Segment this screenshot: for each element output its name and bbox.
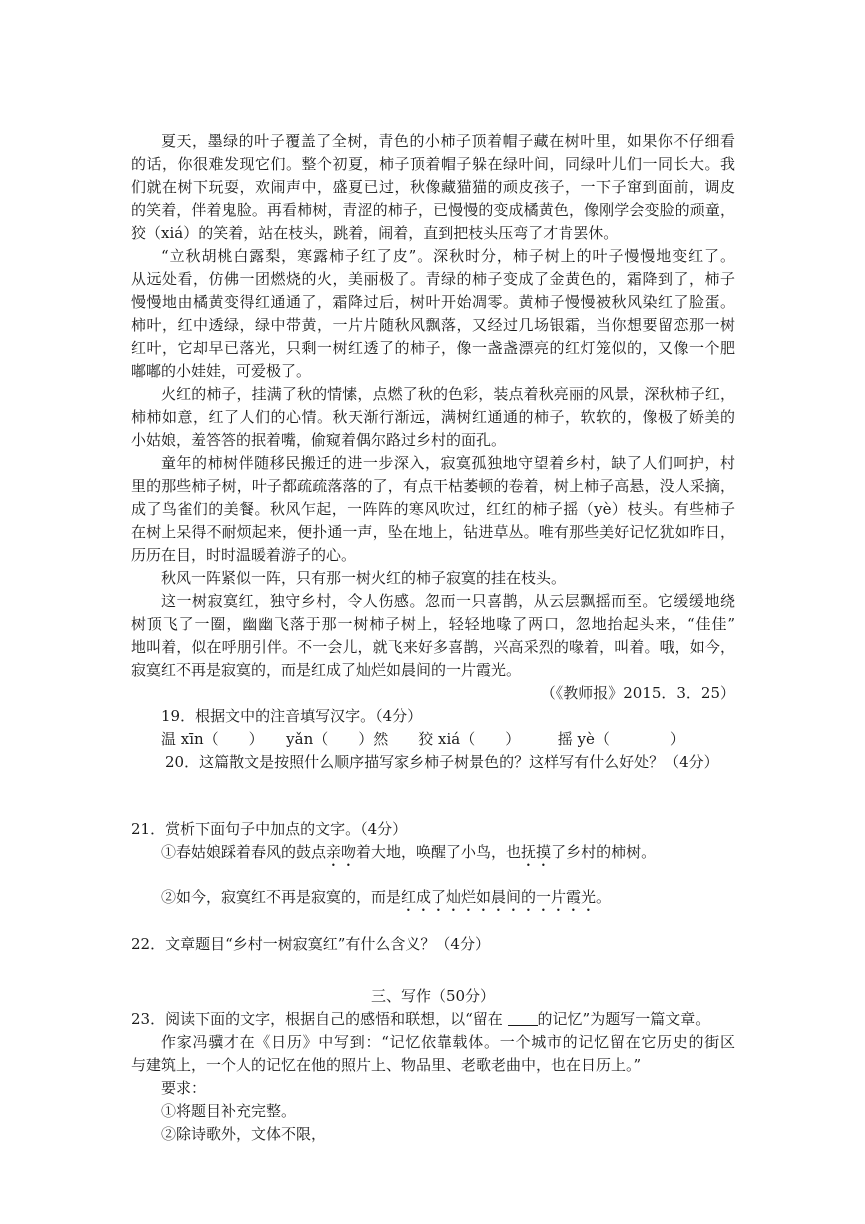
- p1-line-1: 夏天，墨绿的叶子覆盖了全树，青色的小柿子顶着帽子藏在树叶里，如果你不仔细看: [161, 132, 735, 150]
- p1-line-2: 的话，你很难发现它们。整个初夏，柿子顶着帽子躲在绿叶间，同绿叶儿们一同长大。我: [131, 155, 735, 173]
- q21-s2-text-b: 。: [596, 888, 612, 906]
- p2-line-5: 红叶，它却早已落光，只剩一树红透了的柿子，像一盏盏漂亮的红灯笼似的，又像一个肥: [131, 339, 735, 357]
- q21-s1-text-c: 了乡村的柿树。: [551, 843, 657, 861]
- q23-quote-line-2: 与建筑上，一个人的记忆在他的照片上、物品里、老歌老曲中，也在日历上。”: [131, 1056, 642, 1074]
- p6-line-3: 地叫着，似在呼朋引伴。不一会儿，就飞来好多喜鹊，兴高采烈的喙着，叫着。哦，如今，: [131, 638, 735, 656]
- q21-s1-text-a: ①春姑娘踩着春风的鼓点: [161, 843, 327, 861]
- p6-line-4: 寂寞红不再是寂寞的，而是红成了灿烂如晨间的一片霞光。: [131, 661, 522, 679]
- p5-line-1: 秋风一阵紧似一阵，只有那一树火红的柿子寂寞的挂在枝头。: [161, 569, 567, 587]
- article-source: （《教师报》2015．3．25）: [540, 684, 735, 702]
- p1-line-4: 的笑着，伴着鬼脸。再看柿树，青涩的柿子，已慢慢的变成橘黄色，像刚学会变脸的顽童，: [131, 201, 735, 219]
- q21-s2-text-a: ②如今，寂寞红不再是寂寞的，而是: [161, 888, 402, 906]
- p3-line-2: 柿柿如意，红了人们的心情。秋天渐行渐远，满树红通通的柿子，软软的，像极了娇美的: [131, 408, 735, 426]
- q23-requirement-2: ②除诗歌外，文体不限，: [161, 1125, 327, 1143]
- p6-line-2: 树顶飞了一圈，幽幽飞落于那一树柿子树上，轻轻地喙了两口，忽地抬起头来，“佳佳”: [131, 615, 735, 633]
- q21-sentence-1: [161, 841, 735, 870]
- q21-s2-dotted: 红成了灿烂如晨间的一片霞光: [401, 888, 597, 906]
- p4-line-1: 童年的柿树伴随移民搬迁的进一步深入，寂寞孤独地守望着乡村，缺了人们呵护，村: [161, 454, 735, 472]
- p1-line-5: 狡（xiá）的笑着，站在枝头，跳着，闹着，直到把枝头压弯了才肯罢休。: [131, 224, 619, 242]
- q21-s1-dotted-2: 抚摸: [521, 843, 552, 861]
- p4-line-4: 在树上呆得不耐烦起来，便扑通一声，坠在地上，钻进草丛。唯有那些美好记忆犹如昨日，: [131, 523, 735, 541]
- p3-line-1: 火红的柿子，挂满了秋的情愫，点燃了秋的色彩，装点着秋亮丽的风景，深秋柿子红，: [161, 385, 735, 403]
- q21-sentence-2: [161, 886, 735, 915]
- q23-prompt-a: 23．阅读下面的文字，根据自己的感悟和联想，以“留在: [131, 1010, 503, 1028]
- section-title-writing: 三、写作（50分）: [370, 987, 496, 1005]
- p6-line-1: 这一树寂寞红，独守乡村，令人伤感。忽而一只喜鹊，从云层飘摇而至。它缓缓地绕: [161, 592, 735, 610]
- p4-line-5: 历历在目，时时温暖着游子的心。: [131, 546, 357, 564]
- p4-line-2: 里的那些柿子树，叶子都疏疏落落的了，有点干枯萎顿的卷着，树上柿子高悬，没人采摘，: [131, 477, 735, 495]
- p2-line-1: “立秋胡桃白露梨，寒露柿子红了皮”。深秋时分，柿子树上的叶子慢慢地变红了。: [161, 247, 735, 265]
- q21-prompt: 21．赏析下面句子中加点的文字。（4分）: [131, 820, 408, 838]
- p2-line-4: 柿叶，红中透绿，绿中带黄，一片片随秋风飘落，又经过几场银霜，当你想要留恋那一树: [131, 316, 735, 334]
- q23-quote-line-1: 作家冯骥才在《日历》中写到：“记忆依靠载体。一个城市的记忆留在它历史的街区: [161, 1033, 735, 1051]
- p3-line-3: 小姑娘，羞答答的抿着嘴，偷窥着偶尔路过乡村的面孔。: [131, 431, 507, 449]
- q20-prompt: 20．这篇散文是按照什么顺序描写家乡柿子树景色的？这样写有什么好处？（4分）: [165, 753, 719, 771]
- q23-requirement-1: ①将题目补充完整。: [161, 1102, 297, 1120]
- q23-requirements-title: 要求：: [161, 1079, 207, 1097]
- p2-line-3: 慢慢地由橘黄变得红通通了，霜降过后，树叶开始凋零。黄柿子慢慢被秋风染红了脸蛋。: [131, 293, 735, 311]
- p2-line-6: 嘟嘟的小娃娃，可爱极了。: [131, 362, 312, 380]
- q23-title-blank: [508, 1011, 538, 1026]
- q22-prompt: 22．文章题目“乡村一树寂寞红”有什么含义？（4分）: [131, 935, 490, 953]
- p2-line-2: 从远处看，仿佛一团燃烧的火，美丽极了。青绿的柿子变成了金黄色的，霜降到了，柿子: [131, 270, 735, 288]
- q23-prompt-b: 的记忆”为题写一篇文章。: [537, 1010, 711, 1028]
- p4-line-3: 成了鸟雀们的美餐。秋风乍起，一阵阵的寒风吹过，红红的柿子摇（yè）枝头。有些柿子: [131, 500, 735, 518]
- q19-items: 温 xīn（ ） yǎn（ ）然 狡 xiá（ ） 摇 yè（ ）: [161, 730, 685, 748]
- q21-s1-text-b: 着大地，唤醒了小鸟，也: [356, 843, 522, 861]
- p1-line-3: 们就在树下玩耍，欢闹声中，盛夏已过，秋像藏猫猫的顽皮孩子，一下子窜到面前，调皮: [131, 178, 735, 196]
- q23-prompt: [131, 1008, 735, 1030]
- q21-s1-dotted-1: 亲吻: [326, 843, 357, 861]
- q19-prompt: 19．根据文中的注音填写汉字。（4分）: [161, 707, 423, 725]
